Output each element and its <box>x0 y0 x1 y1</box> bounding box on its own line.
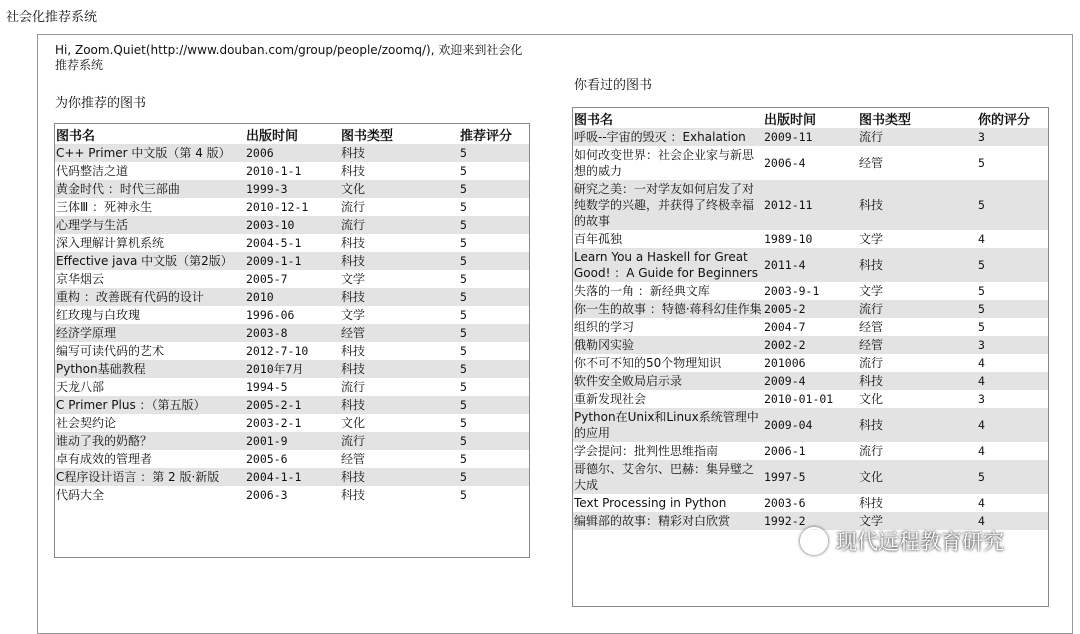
book-type-cell: 科技 <box>340 468 459 486</box>
book-type-cell: 流行 <box>340 216 459 234</box>
score-cell: 5 <box>459 432 529 450</box>
score-cell: 5 <box>459 396 529 414</box>
book-name-cell: 红玫瑰与白玫瑰 <box>56 308 141 322</box>
pub-date-cell: 2005-6 <box>246 451 288 466</box>
pub-date-cell: 1996-06 <box>246 307 295 322</box>
book-name-cell: C程序设计语言 ：第 2 版·新版 <box>55 468 245 486</box>
book-type-cell: 文化 <box>858 460 977 494</box>
pub-date-cell: 2010-12-1 <box>246 199 309 214</box>
table-row <box>55 198 529 216</box>
book-name-cell: 哥德尔、艾舍尔、巴赫：集异璧之大成 <box>573 460 763 494</box>
pub-date-cell: 2006-3 <box>246 487 288 502</box>
table-row <box>573 128 1048 146</box>
table-row <box>55 288 529 306</box>
column-header-rec-score: 推荐评分 <box>460 129 513 144</box>
score-cell: 4 <box>977 372 1048 390</box>
book-name-cell: 失落的一角 ：新经典文库 <box>574 284 710 298</box>
book-name-cell: 三体Ⅲ ：死神永生 <box>56 200 153 214</box>
pub-date-cell: 2011-4 <box>763 248 858 282</box>
book-name-cell: 深入理解计算机系统 <box>56 236 165 250</box>
table-row <box>55 468 529 486</box>
score-cell: 5 <box>978 155 985 170</box>
score-cell: 5 <box>977 180 1048 230</box>
score-cell: 5 <box>977 300 1048 318</box>
page-title: 社会化推荐系统 <box>6 10 98 25</box>
pub-date-cell: 2012-11 <box>763 180 858 230</box>
book-type-cell: 科技 <box>340 360 459 378</box>
book-type-cell: 科技 <box>341 487 366 502</box>
pub-date-cell: 2009-04 <box>763 408 858 442</box>
table-row <box>573 408 1048 442</box>
book-name-cell: 重构 ：改善既有代码的设计 <box>55 288 245 306</box>
greeting-text <box>55 43 575 73</box>
book-name-cell: Effective java 中文版（第2版） <box>55 252 245 270</box>
book-type-cell: 科技 <box>858 180 977 230</box>
book-type-cell: 科技 <box>341 235 366 250</box>
score-cell: 4 <box>977 408 1048 442</box>
score-cell: 5 <box>460 379 467 394</box>
book-name-cell: C++ Primer 中文版（第 4 版） <box>55 144 245 162</box>
pub-date-cell: 2006 <box>245 144 340 162</box>
score-cell: 4 <box>978 443 985 458</box>
table-row <box>55 378 529 396</box>
pub-date-cell: 2005-2 <box>763 300 858 318</box>
book-name-cell: 你不可不知的50个物理知识 <box>574 356 722 370</box>
column-header-book-name: 图书名 <box>574 113 614 128</box>
greeting-line-1: Hi, Zoom.Quiet(http://www.douban.com/group/people/zoomq/), 欢迎来到社会化 <box>55 43 523 57</box>
table-row <box>55 360 529 378</box>
score-cell: 5 <box>459 144 529 162</box>
score-cell: 5 <box>460 415 467 430</box>
score-cell: 5 <box>460 163 467 178</box>
book-name-cell: 如何改变世界：社会企业家与新思想的威力 <box>574 148 755 178</box>
pub-date-cell: 2010-1-1 <box>246 163 302 178</box>
table-row <box>55 324 529 342</box>
pub-date-cell: 2009-4 <box>763 372 858 390</box>
pub-date-cell: 2005-7 <box>246 271 288 286</box>
book-type-cell: 经管 <box>858 336 977 354</box>
book-type-cell: 科技 <box>340 144 459 162</box>
book-type-cell: 流行 <box>858 300 977 318</box>
book-name-cell: Python基础教程 <box>55 360 245 378</box>
book-name-cell: Learn You a Haskell for Great Good! ：A Guide for Beginners <box>573 248 763 282</box>
table-row <box>55 450 529 468</box>
book-name-cell: 俄勒冈实验 <box>573 336 763 354</box>
table-row <box>55 234 529 252</box>
score-cell: 3 <box>977 336 1048 354</box>
score-cell: 5 <box>460 199 467 214</box>
pub-date-cell: 2005-2-1 <box>245 396 340 414</box>
book-type-cell: 科技 <box>340 396 459 414</box>
recommended-books-table <box>54 123 530 558</box>
table-row <box>573 180 1048 230</box>
book-type-cell: 文学 <box>859 231 884 246</box>
pub-date-cell: 2009-11 <box>763 128 858 146</box>
book-type-cell: 科技 <box>858 372 977 390</box>
book-name-cell: 编写可读代码的艺术 <box>56 344 165 358</box>
table-row <box>573 318 1048 336</box>
book-type-cell: 流行 <box>858 128 977 146</box>
book-name-cell: 代码大全 <box>56 488 105 502</box>
book-name-cell: 编辑部的故事：精彩对白欣赏 <box>573 512 763 530</box>
read-books-table <box>572 107 1049 607</box>
table-row <box>573 300 1048 318</box>
book-type-cell: 科技 <box>858 248 977 282</box>
book-type-cell: 经管 <box>340 324 459 342</box>
table-row <box>573 230 1048 248</box>
pub-date-cell: 2001-9 <box>245 432 340 450</box>
score-cell: 5 <box>459 360 529 378</box>
score-cell: 4 <box>978 231 985 246</box>
pub-date-cell: 2003-10 <box>245 216 340 234</box>
book-type-cell: 文学 <box>341 307 366 322</box>
pub-date-cell: 2010 <box>245 288 340 306</box>
book-name-cell: C Primer Plus ：（第五版） <box>55 396 245 414</box>
book-name-cell: 你一生的故事 ：特德·蒋科幻佳作集 <box>574 302 762 316</box>
book-type-cell: 文学 <box>858 512 977 530</box>
score-cell: 5 <box>460 307 467 322</box>
table-row <box>55 144 529 162</box>
book-name-cell: 学会提问：批判性思维指南 <box>574 444 719 458</box>
table-row <box>55 180 529 198</box>
book-name-cell: 社会契约论 <box>56 416 117 430</box>
score-cell: 3 <box>978 391 985 406</box>
pub-date-cell: 2002-2 <box>763 336 858 354</box>
table-row <box>573 442 1048 460</box>
book-type-cell: 经管 <box>859 319 884 334</box>
column-header-book-type: 图书类型 <box>859 113 912 128</box>
book-name-cell: 经济学原理 <box>55 324 245 342</box>
score-cell: 5 <box>978 319 985 334</box>
table-row <box>573 282 1048 300</box>
book-type-cell: 科技 <box>341 163 366 178</box>
book-name-cell: 京华烟云 <box>56 272 105 286</box>
table-row <box>55 162 529 180</box>
score-cell: 5 <box>459 324 529 342</box>
score-cell: 3 <box>977 128 1048 146</box>
table-row <box>573 336 1048 354</box>
book-type-cell: 流行 <box>341 379 366 394</box>
table-row <box>55 216 529 234</box>
score-cell: 5 <box>977 460 1048 494</box>
watermark-text: 现代远程教育研究 <box>836 530 1004 554</box>
book-name-cell: 谁动了我的奶酪？ <box>55 432 245 450</box>
greeting-line-2: 推荐系统 <box>55 58 104 72</box>
table-row <box>573 494 1048 512</box>
score-cell: 5 <box>459 216 529 234</box>
table-row <box>573 372 1048 390</box>
book-name-cell: 重新发现社会 <box>574 392 647 406</box>
column-header-book-type: 图书类型 <box>341 129 394 144</box>
table-row <box>573 354 1048 372</box>
score-cell: 5 <box>459 252 529 270</box>
pub-date-cell: 201006 <box>764 355 806 370</box>
score-cell: 5 <box>459 288 529 306</box>
book-type-cell: 科技 <box>341 343 366 358</box>
score-cell: 4 <box>977 512 1048 530</box>
table-row <box>55 414 529 432</box>
table-header-row <box>573 108 1048 128</box>
pub-date-cell: 2003-9-1 <box>764 283 820 298</box>
score-cell: 5 <box>460 271 467 286</box>
book-type-cell: 经管 <box>341 451 366 466</box>
pub-date-cell: 2009-1-1 <box>245 252 340 270</box>
pub-date-cell: 1989-10 <box>764 231 813 246</box>
book-name-cell: Python在Unix和Linux系统管理中的应用 <box>573 408 763 442</box>
table-row <box>55 432 529 450</box>
pub-date-cell: 1992-2 <box>763 512 858 530</box>
read-books-title: 你看过的图书 <box>574 78 653 93</box>
book-type-cell: 科技 <box>340 252 459 270</box>
column-header-pub-date: 出版时间 <box>246 129 299 144</box>
book-type-cell: 科技 <box>858 408 977 442</box>
book-name-cell: 软件安全败局启示录 <box>573 372 763 390</box>
column-header-pub-date: 出版时间 <box>764 113 817 128</box>
book-type-cell: 文学 <box>341 271 366 286</box>
pub-date-cell: 2003-8 <box>245 324 340 342</box>
pub-date-cell: 2010-01-01 <box>764 391 834 406</box>
book-type-cell: 流行 <box>859 443 884 458</box>
book-name-cell: 组织的学习 <box>574 320 635 334</box>
table-row <box>573 390 1048 408</box>
pub-date-cell: 2003-2-1 <box>246 415 302 430</box>
book-type-cell: 科技 <box>859 495 884 510</box>
score-cell: 5 <box>460 343 467 358</box>
score-cell: 4 <box>978 495 985 510</box>
book-type-cell: 经管 <box>859 155 884 170</box>
book-type-cell: 科技 <box>340 288 459 306</box>
table-row <box>573 248 1048 282</box>
pub-date-cell: 2006-1 <box>764 443 806 458</box>
pub-date-cell: 1997-5 <box>763 460 858 494</box>
score-cell: 5 <box>977 248 1048 282</box>
table-row <box>55 252 529 270</box>
pub-date-cell: 2004-7 <box>764 319 806 334</box>
book-name-cell: 卓有成效的管理者 <box>56 452 153 466</box>
book-name-cell: 心理学与生活 <box>55 216 245 234</box>
table-row <box>55 306 529 324</box>
book-name-cell: 百年孤独 <box>574 232 623 246</box>
book-type-cell: 流行 <box>341 199 366 214</box>
pub-date-cell: 1994-5 <box>246 379 288 394</box>
table-row <box>573 460 1048 494</box>
book-type-cell: 流行 <box>340 432 459 450</box>
pub-date-cell: 2010年7月 <box>245 360 340 378</box>
score-cell: 5 <box>460 487 467 502</box>
column-header-book-name: 图书名 <box>56 129 96 144</box>
table-row <box>573 512 1048 530</box>
table-row <box>55 342 529 360</box>
pub-date-cell: 2006-4 <box>764 155 806 170</box>
pub-date-cell: 2012-7-10 <box>246 343 309 358</box>
table-header-row <box>55 124 529 144</box>
book-name-cell: 黄金时代 ：时代三部曲 <box>55 180 245 198</box>
score-cell: 5 <box>459 180 529 198</box>
pub-date-cell: 2004-1-1 <box>245 468 340 486</box>
score-cell: 5 <box>459 468 529 486</box>
book-type-cell: 文学 <box>859 283 884 298</box>
table-row <box>573 146 1048 180</box>
book-name-cell: 呼吸--宇宙的毁灭 ：Exhalation <box>573 128 763 146</box>
pub-date-cell: 2004-5-1 <box>246 235 302 250</box>
score-cell: 5 <box>978 283 985 298</box>
column-header-your-score: 你的评分 <box>978 113 1031 128</box>
table-row <box>55 396 529 414</box>
book-type-cell: 流行 <box>859 355 884 370</box>
book-name-cell: 代码整洁之道 <box>56 164 129 178</box>
book-type-cell: 文化 <box>859 391 884 406</box>
book-name-cell: 研究之美：一对学友如何启发了对纯数学的兴趣，并获得了终极幸福的故事 <box>573 180 763 230</box>
table-row <box>55 270 529 288</box>
recommended-books-title: 为你推荐的图书 <box>55 96 147 111</box>
book-name-cell: Text Processing in Python <box>574 496 727 510</box>
score-cell: 5 <box>460 451 467 466</box>
score-cell: 4 <box>978 355 985 370</box>
book-name-cell: 天龙八部 <box>56 380 105 394</box>
pub-date-cell: 2003-6 <box>764 495 806 510</box>
pub-date-cell: 1999-3 <box>245 180 340 198</box>
book-type-cell: 文化 <box>341 415 366 430</box>
score-cell: 5 <box>460 235 467 250</box>
table-row <box>55 486 529 504</box>
book-type-cell: 文化 <box>340 180 459 198</box>
